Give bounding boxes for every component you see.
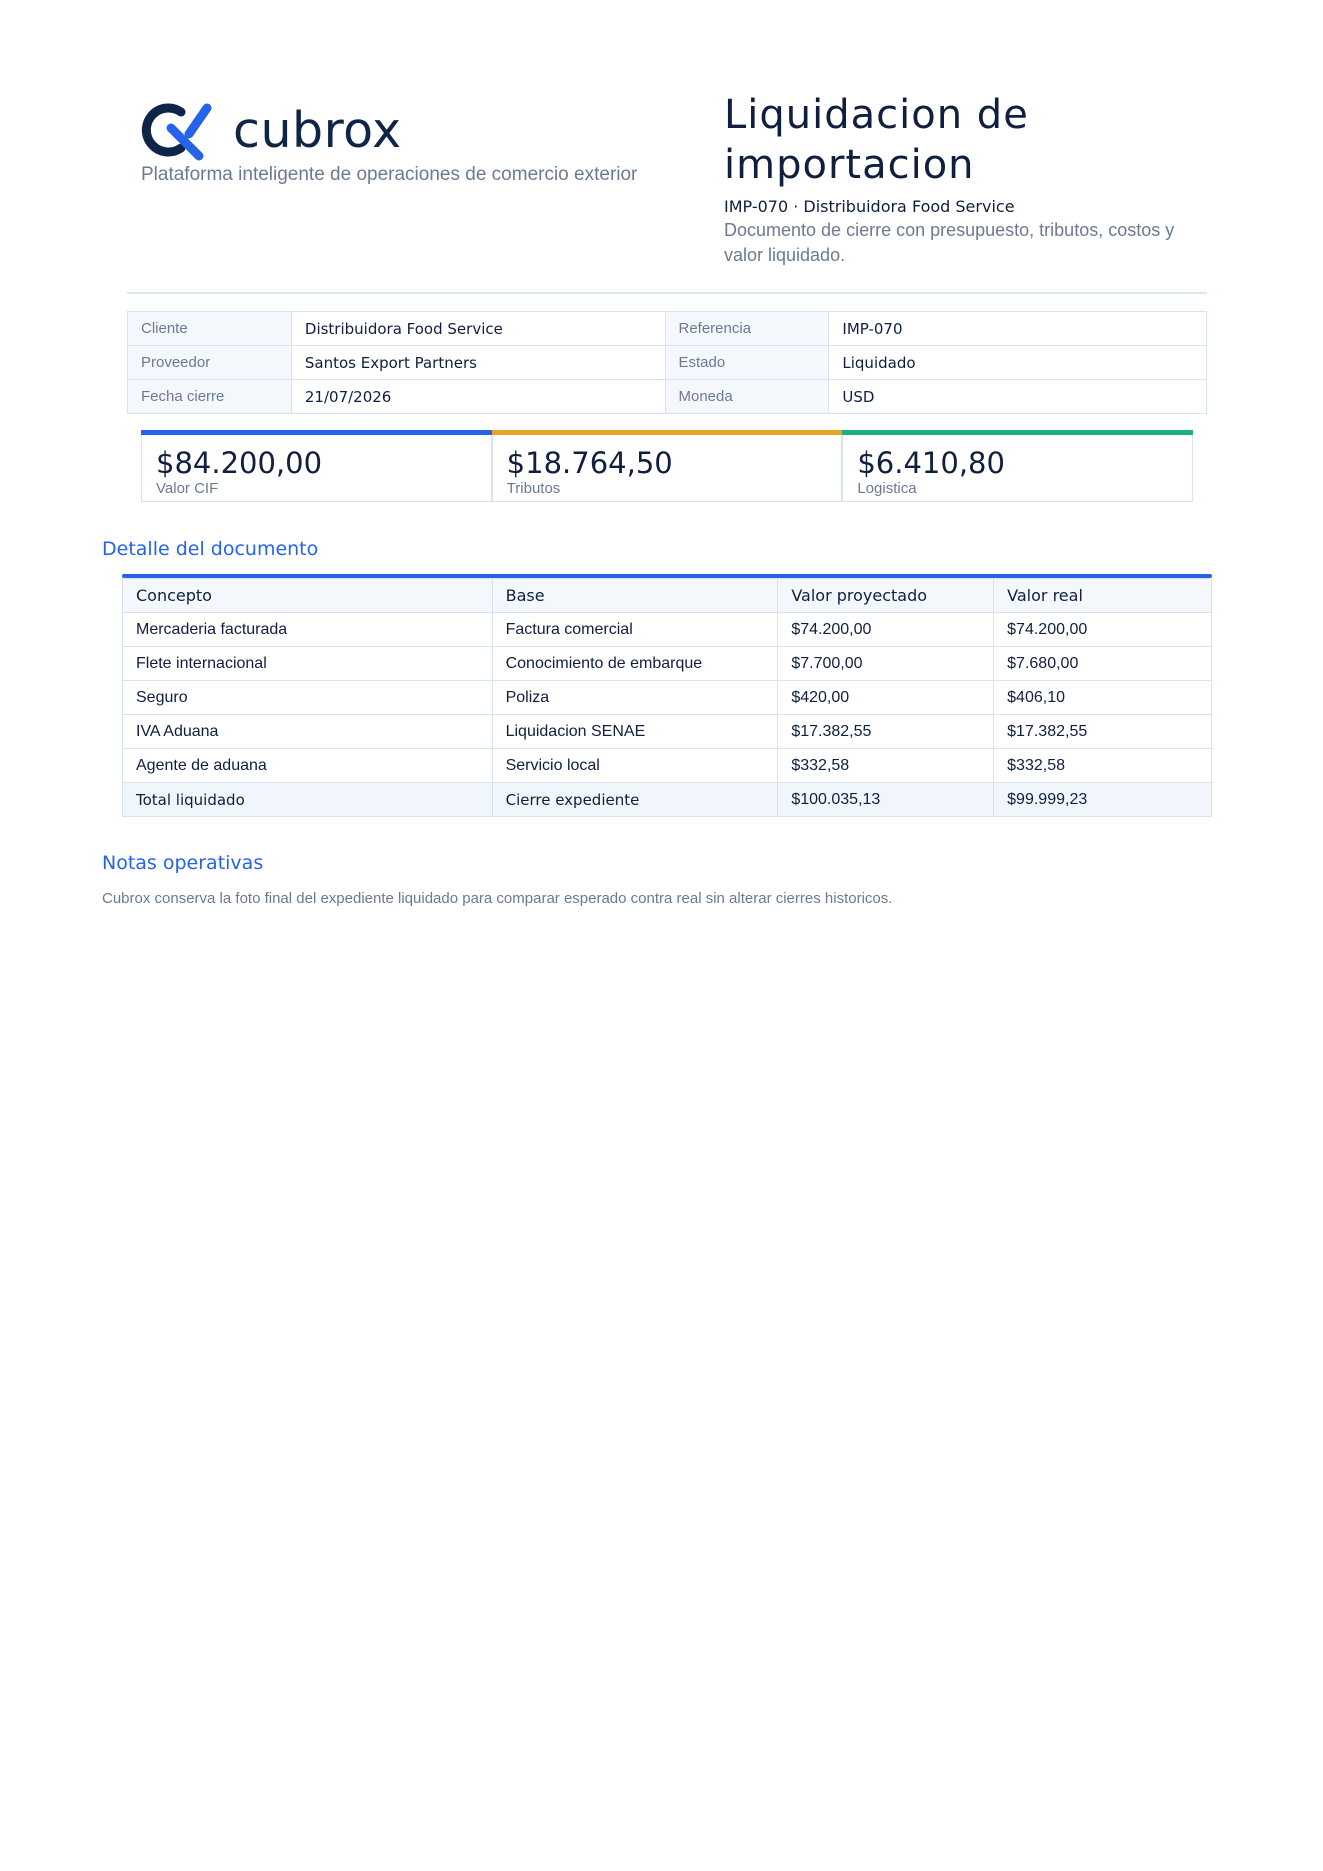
title-block xyxy=(724,90,1204,268)
table-row xyxy=(123,647,1212,681)
column-header: Valor real xyxy=(994,579,1212,613)
table-cell: $74.200,00 xyxy=(994,613,1212,647)
cubrox-logo-icon xyxy=(141,98,215,162)
kpi-cards xyxy=(141,430,1193,502)
table-row xyxy=(123,715,1212,749)
table-cell: Servicio local xyxy=(492,749,778,783)
info-row xyxy=(128,346,1207,380)
section-title-detalle: Detalle del documento xyxy=(102,538,319,560)
table-cell: $332,58 xyxy=(994,749,1212,783)
info-label: Estado xyxy=(665,346,829,380)
table-cell: Seguro xyxy=(123,681,493,715)
document-subtitle: IMP-070 · Distribuidora Food Service xyxy=(724,197,1015,216)
table-cell: $7.700,00 xyxy=(778,647,994,681)
table-cell: $17.382,55 xyxy=(778,715,994,749)
table-cell: Flete internacional xyxy=(123,647,493,681)
table-cell: $74.200,00 xyxy=(778,613,994,647)
kpi-label: Tributos xyxy=(506,480,561,497)
kpi-accent-bar xyxy=(842,430,1193,435)
total-cell: $100.035,13 xyxy=(778,783,994,817)
total-cell: Total liquidado xyxy=(123,783,493,817)
section-title-notas: Notas operativas xyxy=(102,852,264,874)
info-row xyxy=(128,312,1207,346)
brand-name: cubrox xyxy=(233,101,402,159)
info-value: 21/07/2026 xyxy=(291,380,665,414)
column-header: Concepto xyxy=(123,579,493,613)
info-value: IMP-070 xyxy=(829,312,1207,346)
table-row xyxy=(123,613,1212,647)
table-cell: $420,00 xyxy=(778,681,994,715)
total-cell: $99.999,23 xyxy=(994,783,1212,817)
page-title xyxy=(724,90,1204,190)
table-total-row xyxy=(123,783,1212,817)
table-cell: IVA Aduana xyxy=(123,715,493,749)
brand-tagline: Plataforma inteligente de operaciones de comercio exterior xyxy=(141,164,638,185)
kpi-accent-bar xyxy=(492,430,843,435)
detail-table xyxy=(122,578,1212,817)
info-label: Cliente xyxy=(128,312,292,346)
table-cell: Conocimiento de embarque xyxy=(492,647,778,681)
kpi-value: $18.764,50 xyxy=(506,446,673,480)
table-cell: Mercaderia facturada xyxy=(123,613,493,647)
info-label: Moneda xyxy=(665,380,829,414)
notes-text: Cubrox conserva la foto final del expediente liquidado para comparar esperado contra real sin alterar cierres historicos. xyxy=(102,890,893,907)
kpi-card-logistica xyxy=(842,430,1193,502)
info-label: Referencia xyxy=(665,312,829,346)
info-label: Proveedor xyxy=(128,346,292,380)
detail-table-wrapper xyxy=(122,574,1212,817)
table-row xyxy=(123,749,1212,783)
table-cell: Factura comercial xyxy=(492,613,778,647)
info-table xyxy=(127,311,1207,414)
kpi-label: Logistica xyxy=(857,480,917,497)
document-description: Documento de cierre con presupuesto, tributos, costos y valor liquidado. xyxy=(724,220,1175,265)
info-label: Fecha cierre xyxy=(128,380,292,414)
page-title-line1: Liquidacion de xyxy=(724,92,1029,138)
table-cell: $7.680,00 xyxy=(994,647,1212,681)
kpi-accent-bar xyxy=(141,430,492,435)
info-value: Santos Export Partners xyxy=(291,346,665,380)
column-header: Valor proyectado xyxy=(778,579,994,613)
info-row xyxy=(128,380,1207,414)
kpi-label: Valor CIF xyxy=(156,480,219,497)
column-header: Base xyxy=(492,579,778,613)
info-value: Liquidado xyxy=(829,346,1207,380)
kpi-card-tributos xyxy=(492,430,843,502)
brand-logo xyxy=(141,98,402,162)
info-value: Distribuidora Food Service xyxy=(291,312,665,346)
kpi-card-valor-cif xyxy=(141,430,492,502)
document-header xyxy=(127,90,1207,290)
table-header-row xyxy=(123,579,1212,613)
table-cell: Liquidacion SENAE xyxy=(492,715,778,749)
page-title-line2: importacion xyxy=(724,142,975,188)
table-cell: Poliza xyxy=(492,681,778,715)
info-value: USD xyxy=(829,380,1207,414)
table-row xyxy=(123,681,1212,715)
header-divider xyxy=(127,292,1207,294)
total-cell: Cierre expediente xyxy=(492,783,778,817)
table-cell: $17.382,55 xyxy=(994,715,1212,749)
kpi-value: $6.410,80 xyxy=(857,446,1005,480)
table-cell: Agente de aduana xyxy=(123,749,493,783)
kpi-value: $84.200,00 xyxy=(156,446,323,480)
table-cell: $332,58 xyxy=(778,749,994,783)
table-cell: $406,10 xyxy=(994,681,1212,715)
